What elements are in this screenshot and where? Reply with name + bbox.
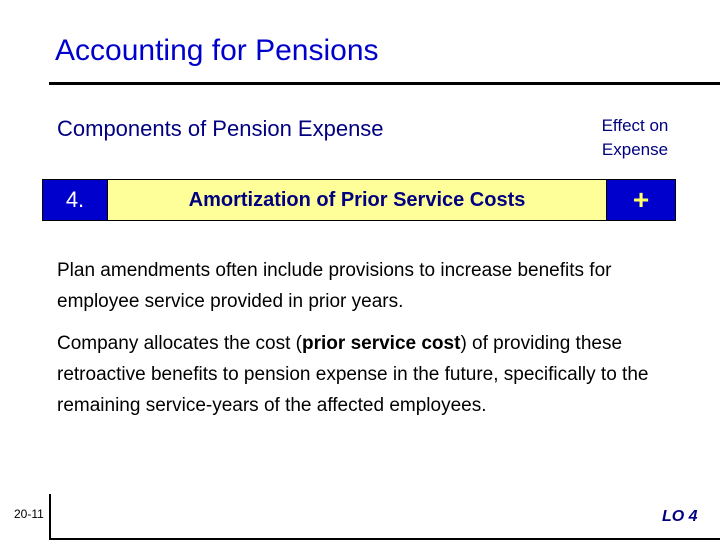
item-effect-sign: + [632, 184, 650, 215]
item-number-box [42, 179, 108, 221]
slide-number: 20-11 [14, 507, 44, 521]
paragraph-text-after: ) of providing these retroactive benefits to pension expense in the future, specifically to the remaining service-years of the affected employees. [57, 333, 649, 416]
item-number: 4. [65, 187, 85, 212]
item-label: Amortization of Prior Service Costs [188, 188, 526, 211]
paragraph-text-before: Company allocates the cost ( [57, 333, 303, 354]
prior-service-cost-term: prior service cost [302, 333, 461, 354]
learning-objective: LO 4 [662, 508, 698, 525]
paragraph-plan-amendments: Plan amendments often include provisions to increase benefits for employee service provided in prior years. [57, 260, 612, 312]
title-underline [49, 82, 720, 85]
item-label-box [108, 179, 606, 221]
paragraph-cost-allocation [57, 328, 667, 421]
effect-header: Effect on Expense [601, 116, 669, 159]
item-effect-box [606, 179, 676, 221]
components-header: Components of Pension Expense [57, 116, 384, 141]
footer-left-line [49, 494, 51, 540]
slide-title: Accounting for Pensions [55, 34, 379, 67]
